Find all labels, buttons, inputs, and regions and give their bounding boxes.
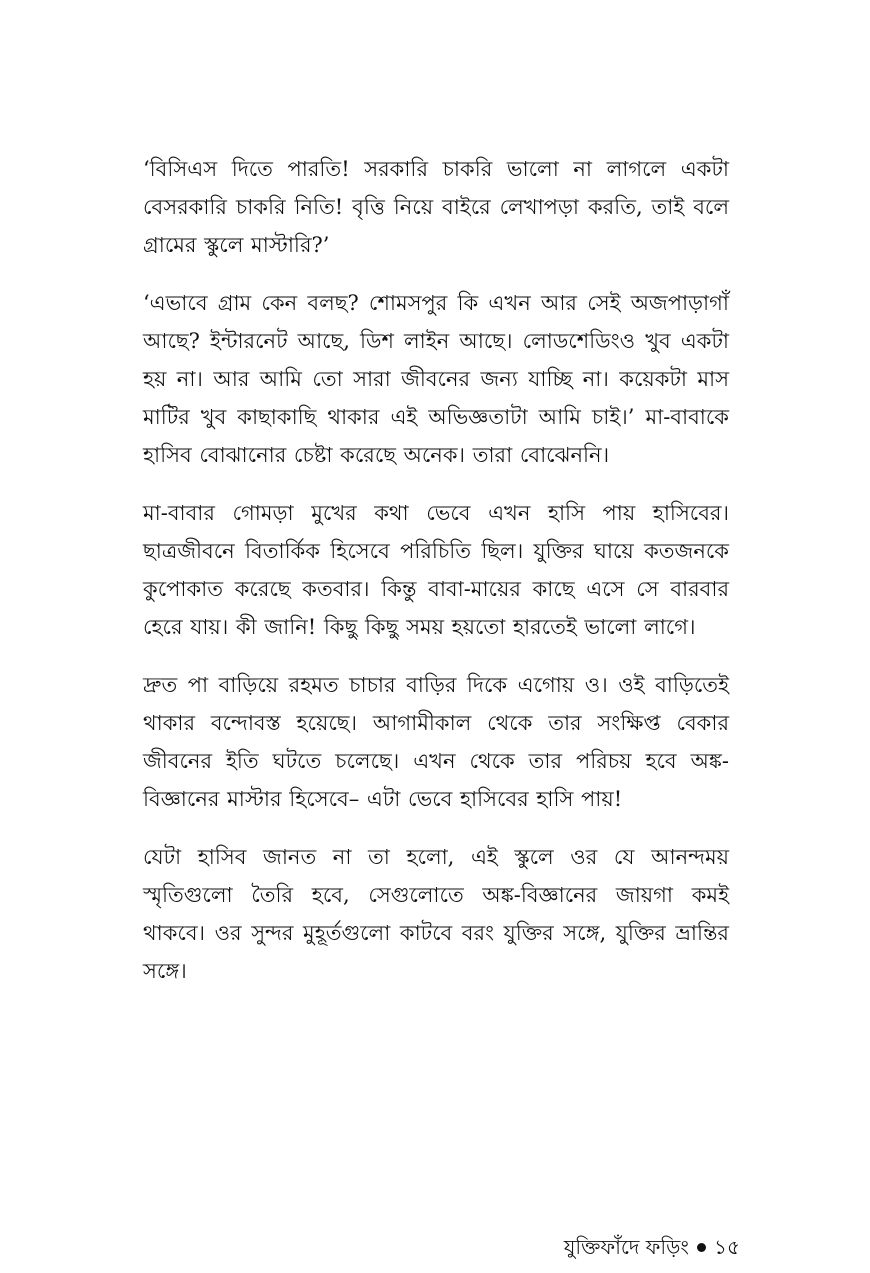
page-number: ১৫ bbox=[714, 1235, 740, 1259]
paragraph-3: মা-বাবার গোমড়া মুখের কথা ভেবে এখন হাসি পায় হাসিবের। ছাত্রজীবনে বিতার্কিক হিসেবে পরিচিতি ছিল। যুক্তির ঘায়ে কতজনকে কুপোকাত করেছে কতবার। কিন্তু বাবা-মায়ের কাছে এসে সে বারবার হেরে যায়। কী জানি! কিছু কিছু সময় হয়তো হারতেই ভালো লাগে। bbox=[143, 501, 729, 639]
paragraph-1: ‘বিসিএস দিতে পারতি! সরকারি চাকরি ভালো না লাগলে একটা বেসরকারি চাকরি নিতি! বৃত্তি নিয়ে বাইরে লেখাপড়া করতি, তাই বলে গ্রামের স্কুলে মাস্টারি?’ bbox=[143, 157, 729, 257]
running-footer bbox=[564, 1232, 740, 1262]
body-text bbox=[143, 150, 729, 1010]
book-title: যুক্তিফাঁদে ফড়িং bbox=[563, 1235, 690, 1259]
paragraph-5: যেটা হাসিব জানত না তা হলো, এই স্কুলে ওর যে আনন্দময় স্মৃতিগুলো তৈরি হবে, সেগুলোতে অঙ্ক-বিজ্ঞানের জায়গা কমই থাকবে। ওর সুন্দর মুহূর্তগুলো কাটবে বরং যুক্তির সঙ্গে, যুক্তির ভ্রান্তির সঙ্গে। bbox=[143, 845, 729, 983]
paragraph-2: ‘এভাবে গ্রাম কেন বলছ? শোমসপুর কি এখন আর সেই অজপাড়াগাঁ আছে? ইন্টারনেট আছে, ডিশ লাইন আছে। লোডশেডিংও খুব একটা হয় না। আর আমি তো সারা জীবনের জন্য যাচ্ছি না। কয়েকটা মাস মাটির খুব কাছাকাছি থাকার এই অভিজ্ঞতাটা আমি চাই।’ মা-বাবাকে হাসিব বোঝানোর চেষ্টা করেছে অনেক। তারা বোঝেননি। bbox=[143, 291, 729, 467]
bullet-icon bbox=[697, 1243, 706, 1252]
paragraph-4: দ্রুত পা বাড়িয়ে রহমত চাচার বাড়ির দিকে এগোয় ও। ওই বাড়িতেই থাকার বন্দোবস্ত হয়েছে। আগামীকাল থেকে তার সংক্ষিপ্ত বেকার জীবনের ইতি ঘটতে চলেছে। এখন থেকে তার পরিচয় হবে অঙ্ক-বিজ্ঞানের মাস্টার হিসেবে– এটা ভেবে হাসিবের হাসি পায়! bbox=[143, 673, 729, 811]
